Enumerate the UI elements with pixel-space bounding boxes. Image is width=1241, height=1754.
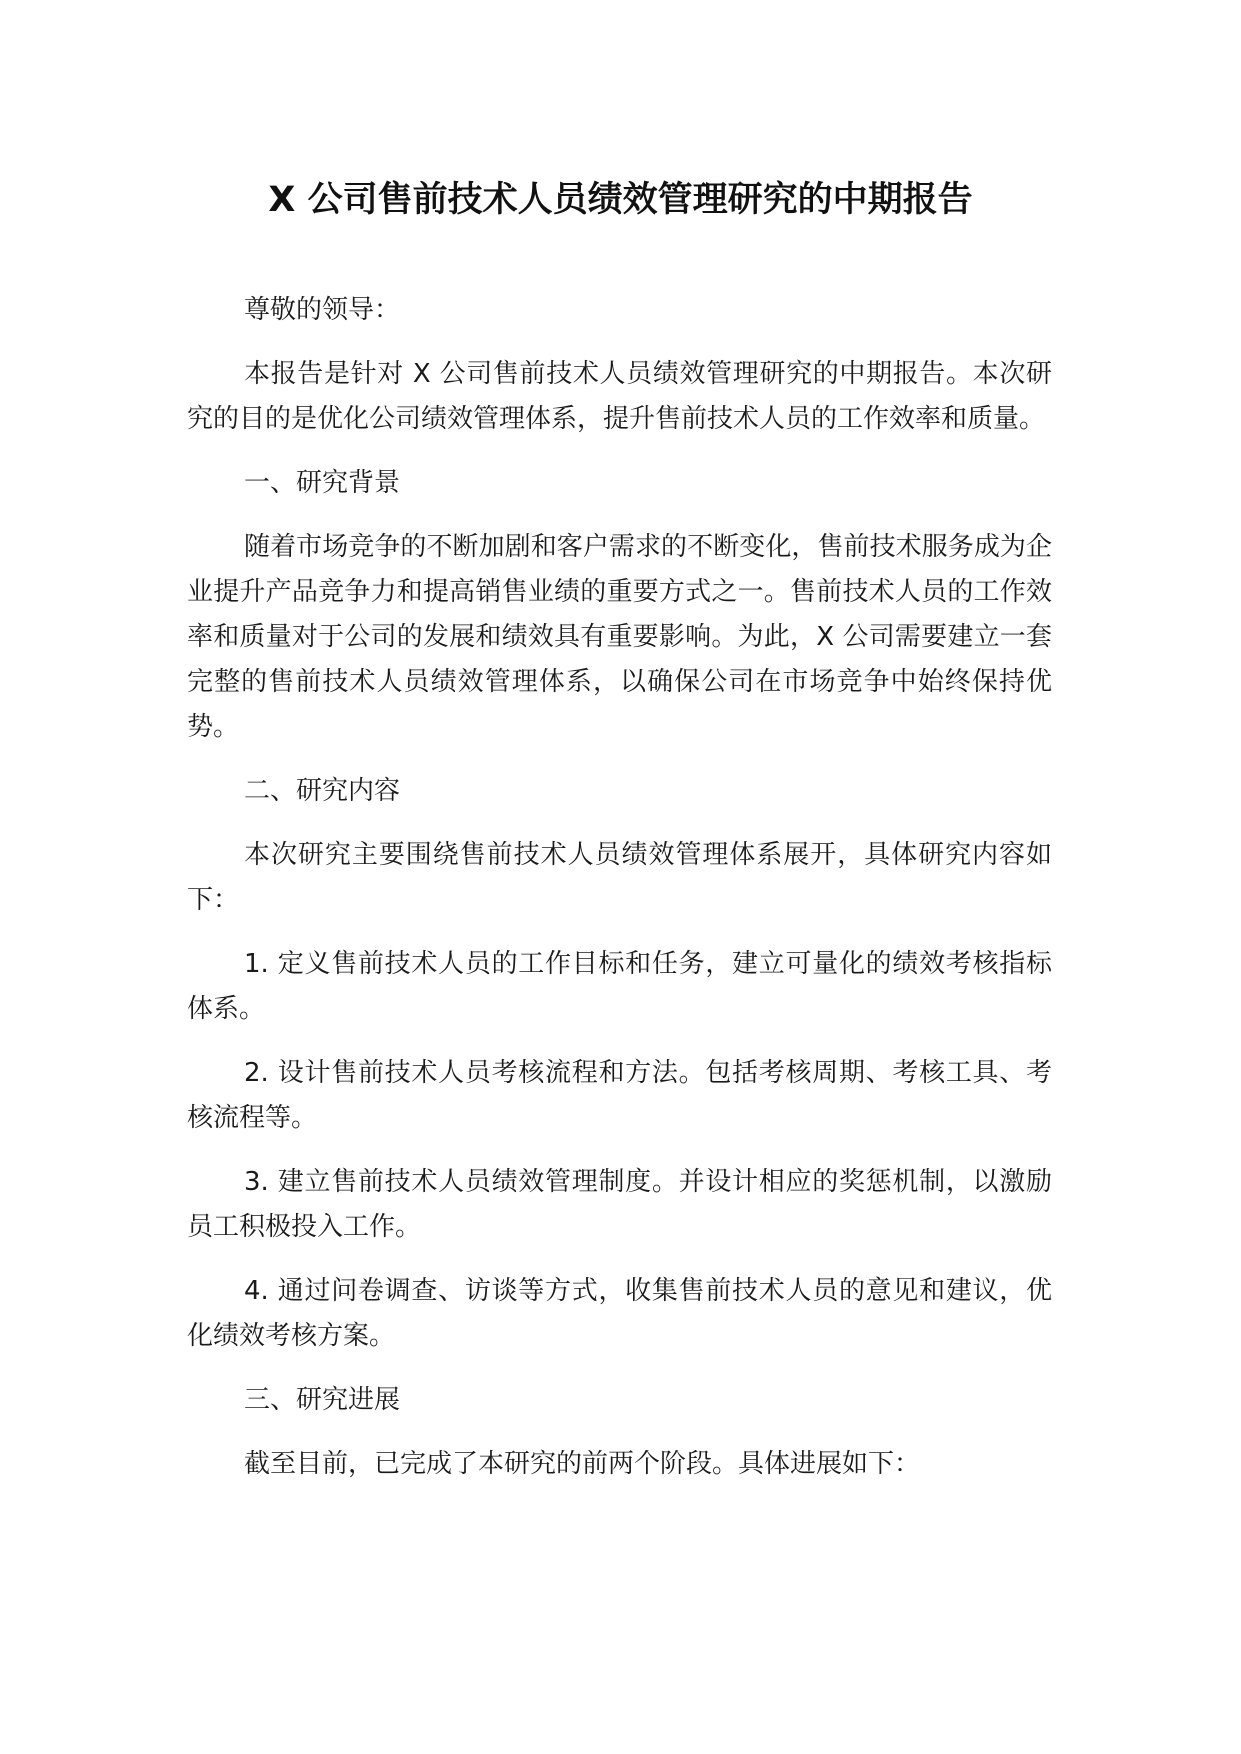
salutation: 尊敬的领导： (244, 295, 401, 325)
content-item-3: 3. 建立售前技术人员绩效管理制度。并设计相应的奖惩机制，以激励员工积极投入工作。 (187, 1167, 1052, 1242)
section-heading-background: 一、研究背景 (244, 468, 401, 498)
content-item-4: 4. 通过问卷调查、访谈等方式，收集售前技术人员的意见和建议，优化绩效考核方案。 (187, 1276, 1052, 1351)
document-title: X 公司售前技术人员绩效管理研究的中期报告 (268, 180, 973, 220)
intro-paragraph: 本报告是针对 X 公司售前技术人员绩效管理研究的中期报告。本次研究的目的是优化公司绩效管理体系，提升售前技术人员的工作效率和质量。 (187, 359, 1052, 434)
progress-paragraph: 截至目前，已完成了本研究的前两个阶段。具体进展如下： (244, 1449, 921, 1479)
section-heading-content: 二、研究内容 (244, 776, 401, 806)
section-heading-progress: 三、研究进展 (244, 1385, 401, 1415)
background-paragraph: 随着市场竞争的不断加剧和客户需求的不断变化，售前技术服务成为企业提升产品竞争力和提高销售业绩的重要方式之一。售前技术人员的工作效率和质量对于公司的发展和绩效具有重要影响。为此，X 公司需要建立一套完整的售前技术人员绩效管理体系，以确保公司在市场竞争中始终保持优势。 (187, 532, 1052, 742)
document-body (187, 288, 1052, 1506)
content-item-2: 2. 设计售前技术人员考核流程和方法。包括考核周期、考核工具、考核流程等。 (187, 1058, 1052, 1133)
content-intro-paragraph: 本次研究主要围绕售前技术人员绩效管理体系展开，具体研究内容如下： (187, 840, 1052, 915)
content-item-1: 1. 定义售前技术人员的工作目标和任务，建立可量化的绩效考核指标体系。 (187, 949, 1052, 1024)
